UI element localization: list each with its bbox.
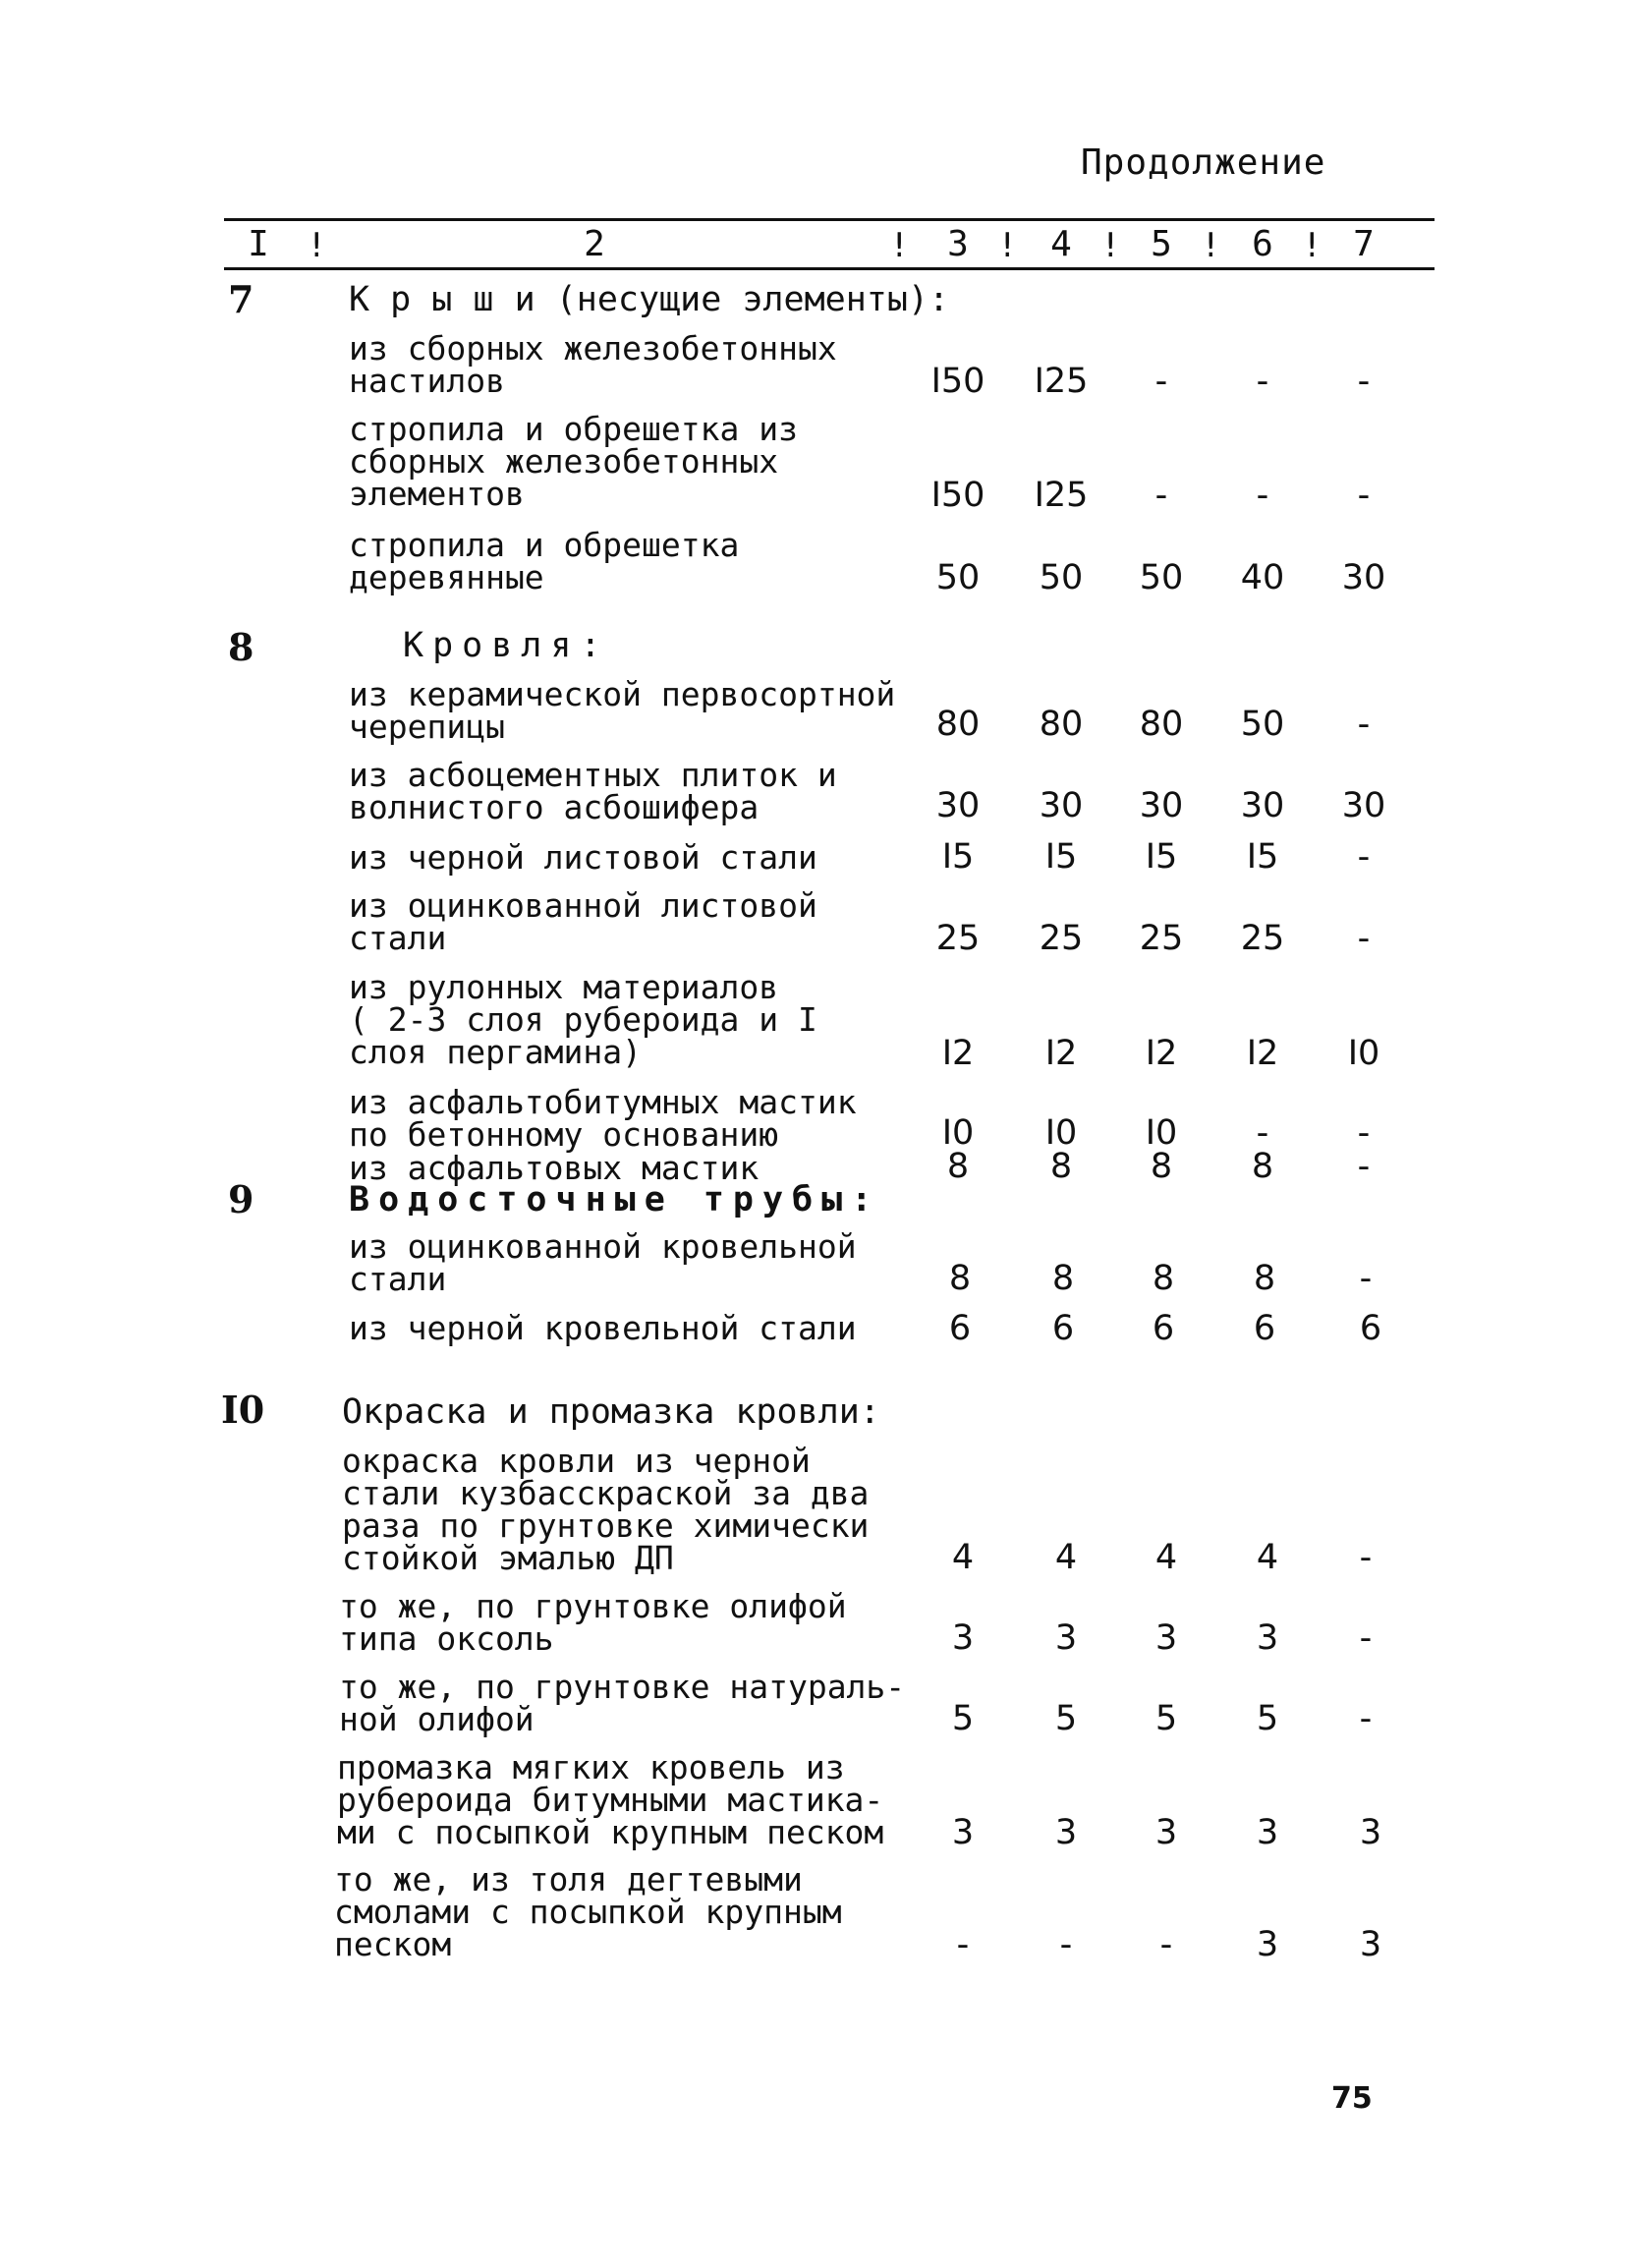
section-title: Окраска и промазка кровли: [342, 1392, 880, 1432]
row-value-col4: I2 [1044, 1034, 1078, 1073]
row-value-col7: - [1357, 705, 1371, 744]
row-value-col5: - [1159, 1925, 1173, 1964]
row-value-col7: 3 [1359, 1813, 1382, 1852]
row-description: из керамической первосортной черепицы [349, 675, 896, 746]
row-value-col7: - [1357, 1147, 1371, 1186]
continuation-label: Продолжение [1081, 142, 1326, 183]
row-value-col6: 50 [1240, 705, 1285, 744]
row-value-col6: - [1256, 1113, 1269, 1153]
row-value-col4: I0 [1044, 1113, 1078, 1153]
row-value-col7: 6 [1359, 1309, 1382, 1348]
row-description: стропила и обрешетка деревянные [349, 526, 740, 596]
column-header-5: 5 [1151, 224, 1172, 264]
row-value-col6: 40 [1240, 558, 1285, 597]
row-description: из рулонных материалов ( 2-3 слоя рубероида и I слоя пергамина) [349, 968, 817, 1071]
row-value-col3: I5 [941, 837, 975, 877]
section-number: 9 [228, 1177, 254, 1221]
column-header-1: I [248, 224, 269, 264]
column-separator: ! [1100, 226, 1121, 265]
row-value-col3: 80 [935, 705, 981, 744]
row-value-col7: 30 [1341, 558, 1386, 597]
row-value-col6: 30 [1240, 786, 1285, 825]
row-value-col7: - [1357, 1113, 1371, 1153]
row-value-col6: 8 [1253, 1259, 1276, 1298]
row-value-col5: - [1154, 476, 1168, 515]
row-value-col4: I25 [1034, 476, 1089, 515]
table-header-bottom-rule [224, 267, 1435, 270]
row-description: то же, из толя дегтевыми смолами с посыпкой крупным песком [334, 1860, 842, 1963]
row-value-col6: - [1256, 476, 1269, 515]
section-number: 8 [228, 625, 254, 669]
column-separator: ! [889, 226, 910, 265]
row-value-col6: 5 [1256, 1699, 1279, 1738]
row-description: стропила и обрешетка из сборных железобетонных элементов [349, 410, 798, 513]
row-description: то же, по грунтовке натураль- ной олифой [339, 1668, 906, 1738]
row-value-col6: I5 [1246, 837, 1279, 877]
row-value-col3: 5 [951, 1699, 975, 1738]
section-title: К р ы ш и (несущие элементы): [349, 280, 950, 319]
row-value-col7: 3 [1359, 1925, 1382, 1964]
row-value-col3: I0 [941, 1113, 975, 1153]
row-value-col5: - [1154, 362, 1168, 401]
row-value-col6: - [1256, 362, 1269, 401]
column-header-7: 7 [1353, 224, 1375, 264]
column-separator: ! [997, 226, 1018, 265]
column-separator: ! [307, 226, 327, 265]
row-value-col4: 8 [1051, 1259, 1075, 1298]
row-value-col6: 4 [1256, 1538, 1279, 1577]
section-title: Водосточные трубы: [349, 1180, 881, 1219]
row-value-col7: - [1359, 1259, 1373, 1298]
section-title: Кровля: [403, 626, 610, 665]
row-value-col3: I50 [930, 362, 985, 401]
page-number: 75 [1331, 2081, 1373, 2116]
row-value-col4: - [1059, 1925, 1073, 1964]
row-value-col5: 6 [1152, 1309, 1175, 1348]
row-value-col5: 25 [1139, 919, 1184, 958]
row-value-col7: I0 [1347, 1034, 1380, 1073]
column-header-3: 3 [947, 224, 969, 264]
row-value-col3: 8 [946, 1147, 970, 1186]
row-value-col3: I50 [930, 476, 985, 515]
row-value-col3: 8 [948, 1259, 972, 1298]
row-description: из асфальтобитумных мастик по бетонному основанию [349, 1083, 857, 1154]
row-value-col7: - [1357, 919, 1371, 958]
row-value-col5: I2 [1145, 1034, 1178, 1073]
row-description: то же, по грунтовке олифой типа оксоль [339, 1587, 847, 1658]
row-description: из асфальтовых мастик [349, 1149, 760, 1187]
column-header-6: 6 [1252, 224, 1273, 264]
row-value-col6: 3 [1256, 1618, 1279, 1658]
row-value-col3: 6 [948, 1309, 972, 1348]
row-description: из асбоцементных плиток и волнистого асбошифера [349, 756, 837, 826]
row-value-col5: 4 [1154, 1538, 1178, 1577]
row-description: из оцинкованной листовой стали [349, 886, 817, 957]
row-value-col5: 5 [1154, 1699, 1178, 1738]
row-value-col4: 50 [1039, 558, 1084, 597]
column-separator: ! [1302, 226, 1322, 265]
row-value-col7: - [1357, 476, 1371, 515]
row-value-col3: I2 [941, 1034, 975, 1073]
row-value-col6: 3 [1256, 1925, 1279, 1964]
row-value-col3: - [956, 1925, 970, 1964]
column-header-2: 2 [584, 224, 605, 264]
row-value-col5: I0 [1145, 1113, 1178, 1153]
row-value-col4: 3 [1054, 1618, 1078, 1658]
row-value-col4: I5 [1044, 837, 1078, 877]
row-value-col3: 3 [951, 1618, 975, 1658]
row-value-col5: 8 [1150, 1147, 1173, 1186]
row-value-col5: I5 [1145, 837, 1178, 877]
row-value-col4: 3 [1054, 1813, 1078, 1852]
row-value-col3: 3 [951, 1813, 975, 1852]
row-value-col4: I25 [1034, 362, 1089, 401]
row-value-col6: 25 [1240, 919, 1285, 958]
column-header-4: 4 [1050, 224, 1072, 264]
row-description: окраска кровли из черной стали кузбасскраской за два раза по грунтовке химически стойкой эмалью ДП [342, 1442, 870, 1577]
row-value-col5: 30 [1139, 786, 1184, 825]
row-value-col4: 25 [1039, 919, 1084, 958]
row-description: из черной листовой стали [349, 838, 817, 877]
column-separator: ! [1201, 226, 1221, 265]
row-value-col6: 3 [1256, 1813, 1279, 1852]
row-value-col4: 4 [1054, 1538, 1078, 1577]
row-value-col7: - [1357, 362, 1371, 401]
row-description: из оцинкованной кровельной стали [349, 1227, 857, 1298]
row-value-col4: 5 [1054, 1699, 1078, 1738]
table-header-top-rule [224, 218, 1435, 221]
row-value-col5: 80 [1139, 705, 1184, 744]
row-value-col6: 6 [1253, 1309, 1276, 1348]
row-value-col3: 4 [951, 1538, 975, 1577]
row-value-col7: 30 [1341, 786, 1386, 825]
row-value-col7: - [1359, 1699, 1373, 1738]
row-value-col3: 25 [935, 919, 981, 958]
row-value-col7: - [1359, 1618, 1373, 1658]
row-value-col6: I2 [1246, 1034, 1279, 1073]
row-description: из черной кровельной стали [349, 1309, 857, 1347]
row-value-col5: 3 [1154, 1618, 1178, 1658]
row-value-col4: 30 [1039, 786, 1084, 825]
row-value-col7: - [1357, 837, 1371, 877]
section-number: I0 [221, 1388, 265, 1432]
section-number: 7 [228, 277, 254, 321]
row-value-col4: 6 [1051, 1309, 1075, 1348]
row-value-col5: 50 [1139, 558, 1184, 597]
row-value-col5: 8 [1152, 1259, 1175, 1298]
row-value-col3: 50 [935, 558, 981, 597]
row-value-col5: 3 [1154, 1813, 1178, 1852]
row-value-col3: 30 [935, 786, 981, 825]
row-value-col7: - [1359, 1538, 1373, 1577]
row-value-col4: 8 [1049, 1147, 1073, 1186]
row-description: из сборных железобетонных настилов [349, 329, 837, 400]
row-description: промазка мягких кровель из рубероида битумными мастика- ми с посыпкой крупным песком [337, 1748, 884, 1851]
row-value-col6: 8 [1251, 1147, 1274, 1186]
row-value-col4: 80 [1039, 705, 1084, 744]
